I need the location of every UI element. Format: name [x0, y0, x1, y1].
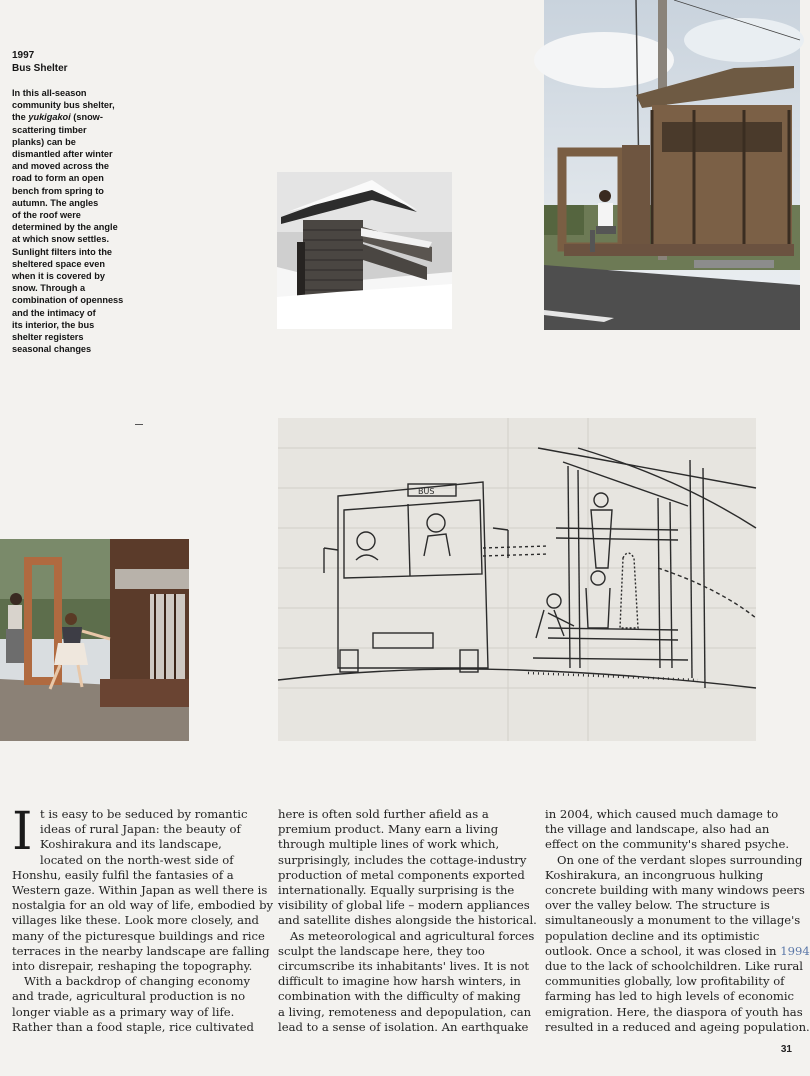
article-line: Honshu, easily fulfil the fantasies of a	[12, 867, 234, 882]
photo-shelter-summer	[544, 0, 800, 330]
article-line: lead to a sense of isolation. An earthquake	[278, 1019, 529, 1034]
article-column-2	[278, 807, 537, 1035]
caption-line: its interior, the bus	[12, 319, 95, 330]
caption-line: the yukigakoi (snow-	[12, 112, 103, 123]
article-line: over the valley below. The structure is	[545, 898, 770, 913]
article-line: As meteorological and agricultural forces	[290, 928, 535, 943]
article-line: villages like these. Look more closely, and	[12, 913, 259, 928]
caption-line: seasonal changes	[12, 344, 92, 355]
article-line: premium product. Many earn a living	[278, 822, 499, 837]
caption-line: community bus shelter,	[12, 100, 115, 111]
sketch-bus-and-shelter	[278, 418, 756, 741]
article-line: With a backdrop of changing economy	[24, 974, 251, 989]
article-line: On one of the verdant slopes surrounding	[557, 852, 803, 867]
caption-year: 1997	[12, 50, 35, 61]
article-line: internationally. Equally surprising is the	[278, 883, 515, 898]
article-column-3	[545, 807, 810, 1035]
article-line: Rather than a food staple, rice cultivated	[12, 1019, 254, 1034]
article-line: circumscribe its inhabitants' lives. It is not	[278, 959, 530, 974]
article-column-1	[12, 802, 274, 1035]
caption-line: of the roof were	[12, 210, 81, 221]
caption-body	[12, 87, 124, 355]
article-line: surprisingly, includes the cottage-industry	[278, 852, 527, 867]
article-line: sculpt the landscape here, they too	[278, 943, 485, 958]
article-line: into disrepair, reshaping the topography.	[12, 959, 253, 974]
photo-shelter-in-snow	[277, 172, 452, 329]
article-line: a living, remoteness and depopulation, can	[278, 1004, 532, 1019]
page-number: 31	[780, 1044, 792, 1055]
article-line: Koshirakura, an incongruous hulking	[545, 867, 764, 882]
article-line: located on the north-west side of	[40, 852, 234, 867]
article-line: in 2004, which caused much damage to	[545, 807, 779, 821]
caption-line: bench from spring to	[12, 185, 104, 196]
article-line: and trade, agricultural production is no	[12, 989, 246, 1004]
caption-line: at which snow settles.	[12, 234, 110, 245]
caption-line: and the intimacy of	[12, 307, 96, 318]
caption-line: snow. Through a	[12, 283, 86, 294]
article-line: visibility of global life – modern appliances	[278, 898, 530, 913]
caption-line: dismantled after winter	[12, 149, 113, 160]
caption-line: combination of openness	[12, 295, 124, 306]
article-line: population decline and its optimistic	[545, 928, 760, 943]
caption-line: and moved across the	[12, 161, 110, 172]
article-line: production of metal components exported	[278, 867, 525, 882]
article-line: difficult to imagine how harsh winters, in	[278, 974, 521, 989]
caption-line: scattering timber	[12, 124, 87, 135]
article-line: the village and landscape, also had an	[545, 822, 770, 837]
caption-line: determined by the angle	[12, 222, 118, 233]
article-line: communities globally, low profitability of	[545, 974, 785, 989]
article-line: ideas of rural Japan: the beauty of	[40, 822, 241, 837]
article-line: terraces in the nearby landscape are falling	[12, 943, 270, 958]
caption-line: Sunlight filters into the	[12, 246, 113, 257]
article-line: longer viable as a primary way of life.	[12, 1004, 235, 1019]
article-line: emigration. Here, the diaspora of youth has	[545, 1004, 803, 1019]
article-line: many of the picturesque buildings and rice	[12, 928, 265, 943]
article-line: combination with the difficulty of making	[278, 989, 521, 1004]
article-line: outlook. Once a school, it was closed in 1994	[545, 943, 810, 958]
caption-line: sheltered space even	[12, 258, 105, 269]
caption-line: planks) can be	[12, 136, 76, 147]
article-line: farming has led to high levels of economic	[545, 989, 795, 1004]
sketch-sign-text: BUS	[418, 487, 435, 496]
article-line: resulted in a reduced and ageing population.	[545, 1019, 810, 1034]
article-line: due to the lack of schoolchildren. Like rural	[545, 959, 803, 974]
photo-moving-shelter	[0, 539, 189, 741]
caption-line: shelter registers	[12, 332, 84, 343]
article-line: effect on the community's shared psyche.	[545, 837, 790, 852]
drop-cap: I	[12, 802, 33, 862]
article-line: and satellite dishes alongside the historical.	[278, 913, 537, 928]
caption-line: autumn. The angles	[12, 197, 99, 208]
article-line: Koshirakura and its landscape,	[40, 837, 222, 852]
caption-title: Bus Shelter	[12, 63, 68, 74]
divider-dash	[135, 424, 143, 425]
article-line: concrete building with many windows peers	[545, 883, 805, 898]
article-line: simultaneously a monument to the village's	[545, 913, 801, 928]
article-line: nostalgia for an old way of life, embodied by	[12, 898, 274, 913]
caption-line: when it is covered by	[12, 271, 105, 282]
article-line: through multiple lines of work which,	[278, 837, 500, 852]
caption-line: In this all-season	[12, 88, 87, 98]
article-line: t is easy to be seduced by romantic	[40, 807, 248, 821]
article-line: Western gaze. Within Japan as well there is	[12, 883, 268, 898]
caption-line: road to form an open	[12, 173, 104, 184]
article-line: here is often sold further afield as a	[278, 807, 489, 821]
